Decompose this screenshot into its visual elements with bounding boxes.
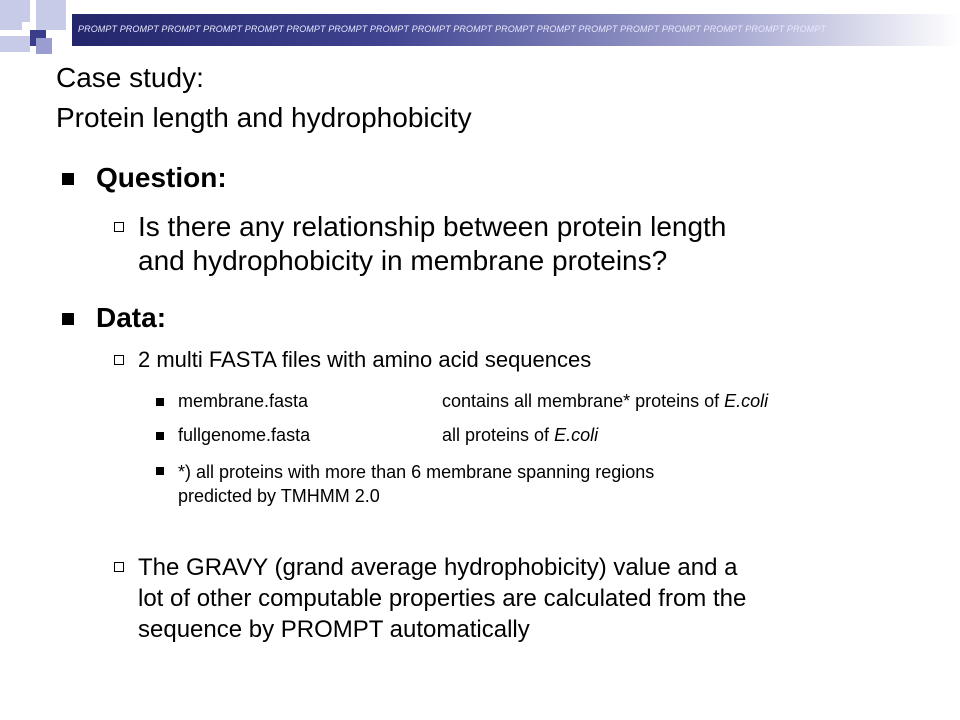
question-heading — [96, 162, 227, 194]
small-square-bullet-icon — [156, 467, 164, 475]
hollow-square-bullet-icon — [114, 222, 124, 232]
corner-decoration — [0, 36, 30, 52]
file-description: contains all membrane* proteins of E.coli — [442, 391, 769, 411]
slide-title — [56, 58, 472, 138]
gravy-text — [138, 552, 746, 645]
file-name: fullgenome.fasta — [178, 425, 311, 445]
data-heading — [96, 302, 166, 334]
title-line: Case study: — [56, 62, 204, 93]
files-line — [138, 346, 591, 374]
text-line: 2 multi FASTA files with amino acid sequences — [138, 347, 592, 372]
organism-name: E.coli — [554, 425, 599, 445]
file-item-fullgenome — [178, 425, 599, 446]
file-name: membrane.fasta — [178, 391, 309, 411]
corner-decoration — [36, 38, 52, 54]
banner-text: PROMPT PROMPT PROMPT PROMPT PROMPT PROMPT PROMPT PROMPT PROMPT PROMPT PROMPT PROMPT PROMPT PROMPT PROMPT PROMPT PROMPT PROMPT — [78, 24, 827, 34]
text-line: The GRAVY (grand average hydrophobicity) value and a — [138, 554, 738, 581]
footnote — [178, 460, 654, 508]
heading-text: Data: — [96, 302, 167, 333]
small-square-bullet-icon — [156, 398, 164, 406]
title-line: Protein length and hydrophobicity — [56, 102, 472, 133]
text-line: lot of other computable properties are calculated from the — [138, 585, 747, 612]
text-line: sequence by PROMPT automatically — [138, 616, 530, 643]
question-text — [138, 210, 726, 278]
square-bullet-icon — [62, 173, 74, 185]
text-line: *) all proteins with more than 6 membrane spanning regions — [178, 462, 655, 482]
text-line: and hydrophobicity in membrane proteins? — [138, 245, 668, 276]
corner-decoration — [36, 0, 66, 30]
square-bullet-icon — [62, 313, 74, 325]
hollow-square-bullet-icon — [114, 355, 124, 365]
text-line: Is there any relationship between protein length — [138, 211, 727, 242]
file-item-membrane — [178, 391, 769, 412]
small-square-bullet-icon — [156, 432, 164, 440]
heading-text: Question: — [96, 162, 227, 193]
text-line: predicted by TMHMM 2.0 — [178, 486, 380, 506]
hollow-square-bullet-icon — [114, 562, 124, 572]
organism-name: E.coli — [724, 391, 769, 411]
file-description: all proteins of E.coli — [442, 425, 599, 445]
